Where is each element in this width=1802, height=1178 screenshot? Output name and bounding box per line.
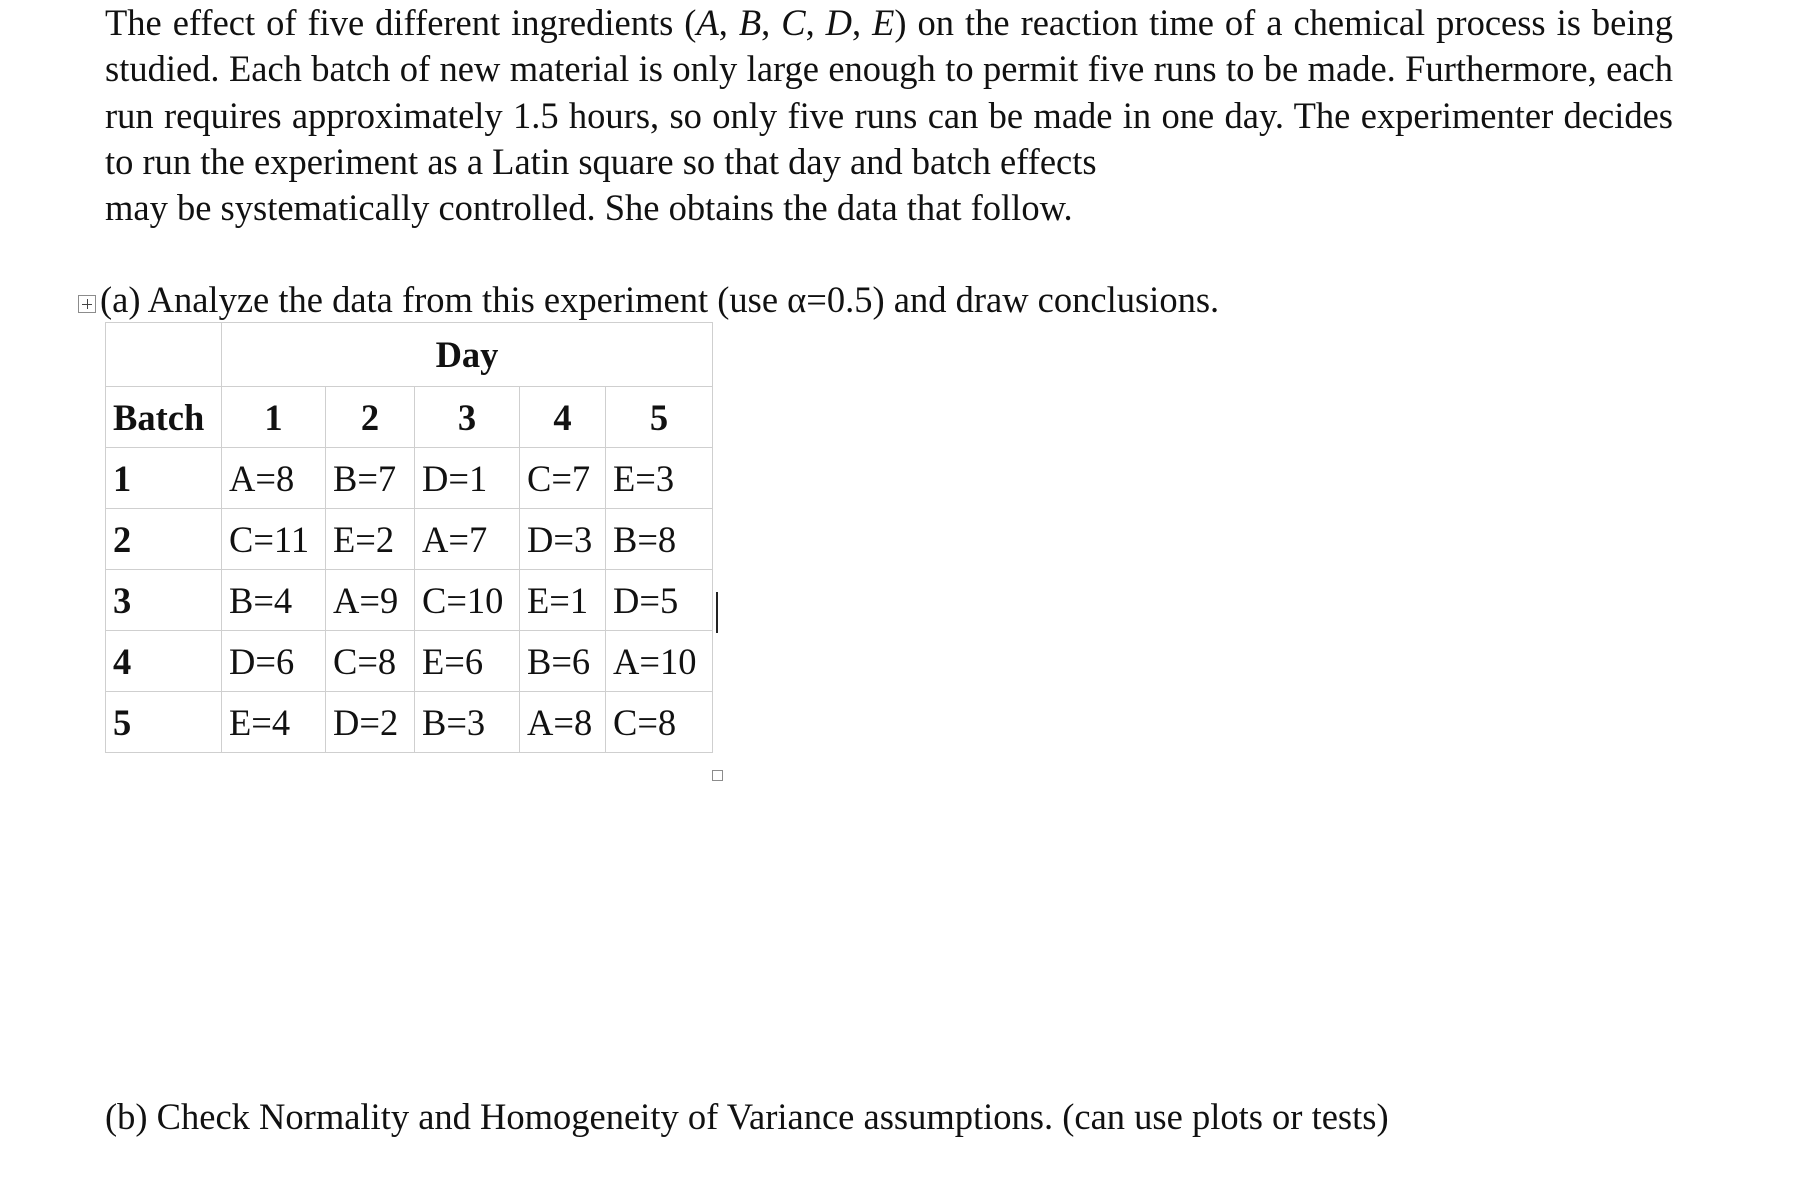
table-cell[interactable]: C=8 <box>326 631 415 692</box>
table-cell[interactable]: C=10 <box>415 570 520 631</box>
table-cell[interactable]: A=7 <box>415 509 520 570</box>
table-cell[interactable]: B=4 <box>222 570 326 631</box>
table-row <box>106 631 713 692</box>
batch-label[interactable]: 3 <box>106 570 222 631</box>
batch-label[interactable]: 4 <box>106 631 222 692</box>
table-row <box>106 509 713 570</box>
ingredient-d: D <box>825 2 853 43</box>
table-cell[interactable]: A=10 <box>606 631 713 692</box>
part-a-row <box>78 276 1219 322</box>
table-cell[interactable]: A=8 <box>520 692 606 753</box>
batch-label[interactable]: 1 <box>106 448 222 509</box>
batch-label[interactable]: 2 <box>106 509 222 570</box>
table-cell[interactable]: E=2 <box>326 509 415 570</box>
table-row <box>106 692 713 753</box>
ingredient-e: E <box>872 2 895 43</box>
table-cell[interactable]: D=5 <box>606 570 713 631</box>
day-label-2[interactable]: 2 <box>326 387 415 448</box>
batch-header[interactable]: Batch <box>106 387 222 448</box>
table-corner-cell[interactable] <box>106 323 222 387</box>
table-header-row <box>106 323 713 387</box>
table-cell[interactable]: E=6 <box>415 631 520 692</box>
table-cell[interactable]: E=4 <box>222 692 326 753</box>
table-cell[interactable]: B=8 <box>606 509 713 570</box>
table-cell[interactable]: C=11 <box>222 509 326 570</box>
table-cell[interactable]: D=2 <box>326 692 415 753</box>
day-label-3[interactable]: 3 <box>415 387 520 448</box>
part-b-question: (b) Check Normality and Homogeneity of Variance assumptions. (can use plots or tests) <box>105 1096 1389 1137</box>
intro-text-1: The effect of five different ingredients ( <box>105 2 697 43</box>
table-cell[interactable]: B=6 <box>520 631 606 692</box>
table-cell[interactable]: D=3 <box>520 509 606 570</box>
ingredient-a: A <box>696 2 719 43</box>
table-cell[interactable]: A=8 <box>222 448 326 509</box>
latin-square-table <box>105 322 713 753</box>
batch-label[interactable]: 5 <box>106 692 222 753</box>
table-cell[interactable]: B=7 <box>326 448 415 509</box>
problem-statement: The effect of five different ingredients (A, B, C, D, E) on the reaction time of a chemical process is being studied. Each batch of new material is only large enough to permit five runs to be made. Furthermore, each run requires approximately 1.5 hours, so only five runs can be made in one day. The experimenter decides to run the experiment as a Latin square so that day and batch effects may be systematically controlled. She obtains the data that follow. <box>105 2 1673 229</box>
table-move-handle-icon[interactable] <box>78 295 96 313</box>
table-cell[interactable]: C=7 <box>520 448 606 509</box>
intro-text-2: ) on the reaction time of a chemical process is being studied. Each batch of new material is only large enough to permit five runs to be made. Furthermore, each run requires approximately 1.5 hours, so only five runs can be made in one day. The experimenter decides to run the experiment as a Latin square so that day and batch effects <box>105 2 1673 182</box>
table-cell[interactable]: D=6 <box>222 631 326 692</box>
day-label-4[interactable]: 4 <box>520 387 606 448</box>
intro-text-3: may be systematically controlled. She obtains the data that follow. <box>105 187 1073 229</box>
table-cell[interactable]: A=9 <box>326 570 415 631</box>
part-a-question: (a) Analyze the data from this experiment (use α=0.5) and draw conclusions. <box>100 278 1220 320</box>
day-label-1[interactable]: 1 <box>222 387 326 448</box>
ingredient-c: C <box>781 2 806 43</box>
table-cell[interactable]: B=3 <box>415 692 520 753</box>
day-header[interactable]: Day <box>222 323 713 387</box>
table-cell[interactable]: D=1 <box>415 448 520 509</box>
text-cursor <box>716 592 718 633</box>
table-cell[interactable]: E=1 <box>520 570 606 631</box>
ingredient-b: B <box>738 2 762 43</box>
table-column-header-row <box>106 387 713 448</box>
table-row <box>106 570 713 631</box>
table-cell[interactable]: C=8 <box>606 692 713 753</box>
table-resize-handle-icon[interactable] <box>712 770 723 781</box>
table-cell[interactable]: E=3 <box>606 448 713 509</box>
table-row <box>106 448 713 509</box>
day-label-5[interactable]: 5 <box>606 387 713 448</box>
